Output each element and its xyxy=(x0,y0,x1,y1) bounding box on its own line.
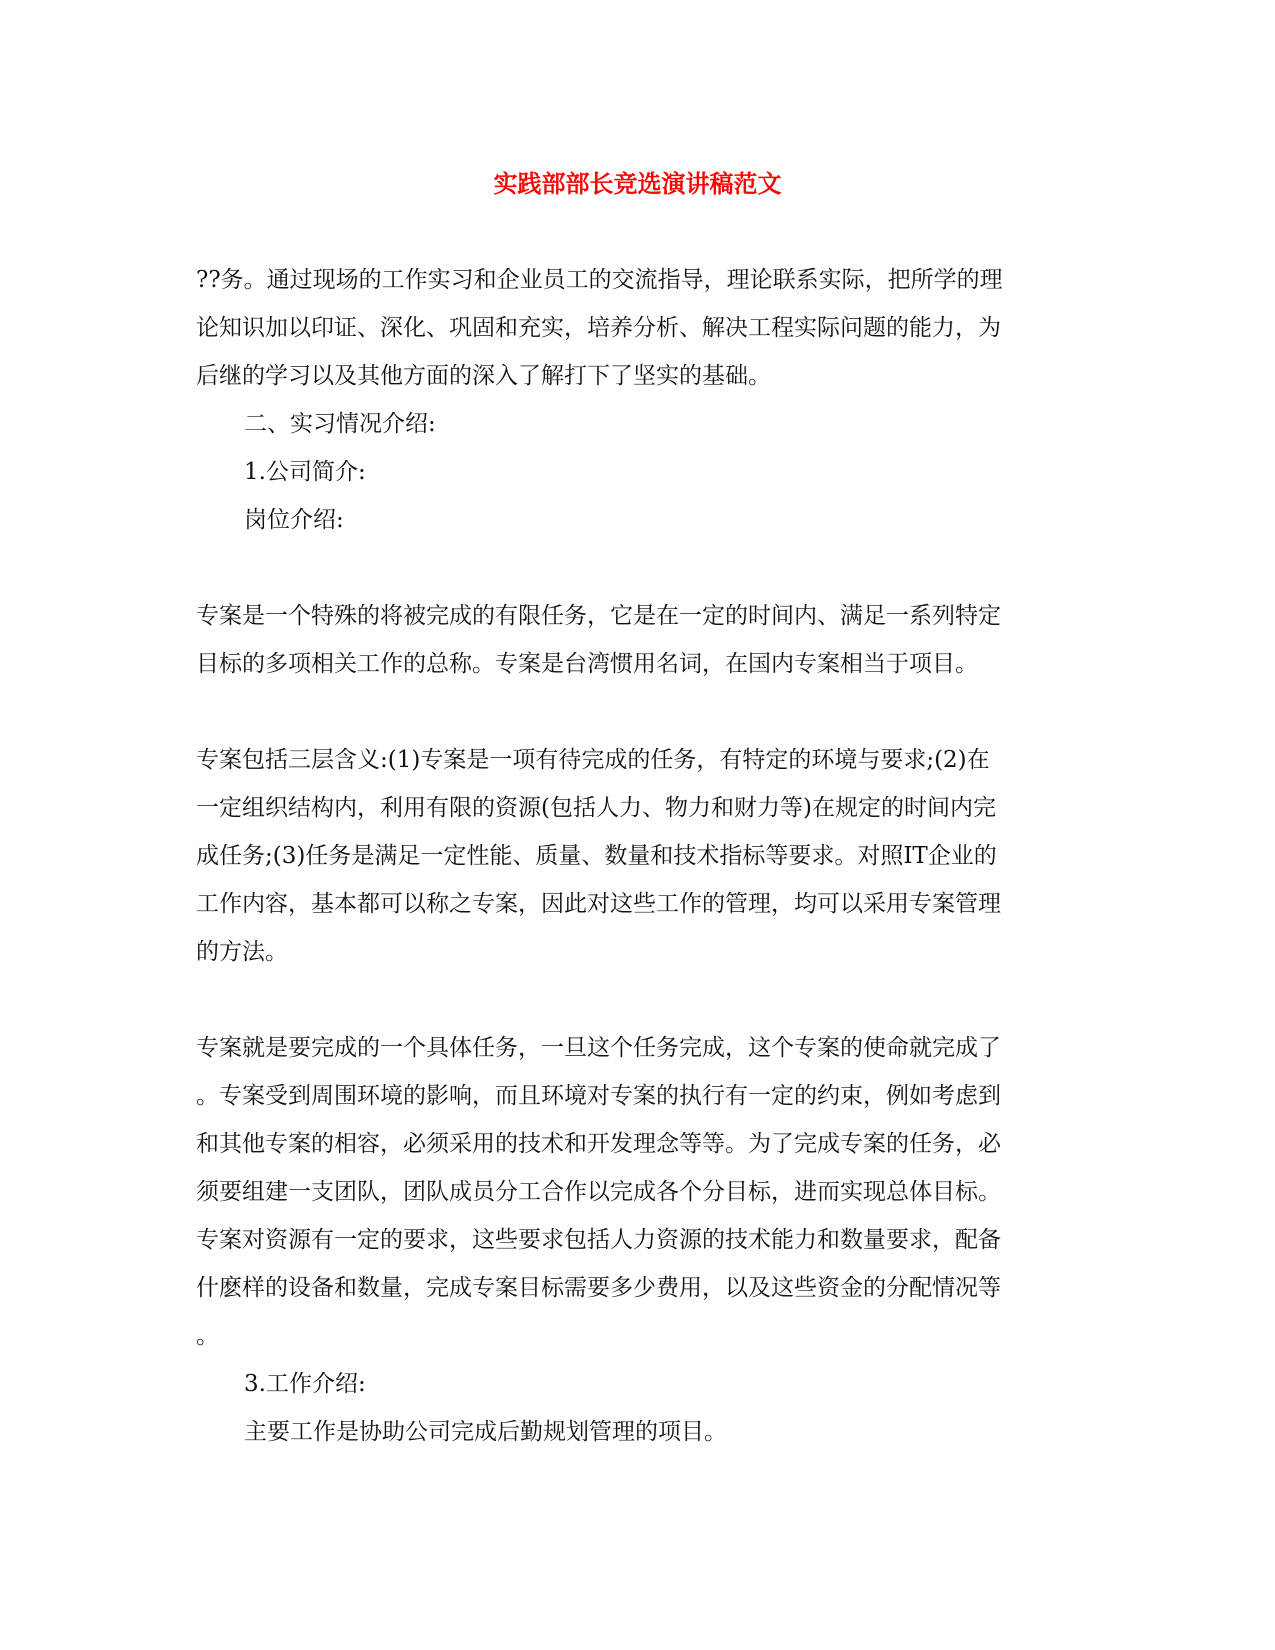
paragraph-line: 什麽样的设备和数量，完成专案目标需要多少费用，以及这些资金的分配情况等 xyxy=(196,1275,1001,1301)
paragraph-line: 专案是一个特殊的将被完成的有限任务，它是在一定的时间内、满足一系列特定 xyxy=(196,603,1001,629)
paragraph-line: 专案对资源有一定的要求，这些要求包括人力资源的技术能力和数量要求，配备 xyxy=(196,1227,1001,1253)
subsection-heading: 3.工作介绍: xyxy=(244,1371,366,1397)
paragraph-line: 专案包括三层含义:(1)专案是一项有待完成的任务，有特定的环境与要求;(2)在 xyxy=(196,747,990,773)
paragraph-line: 一定组织结构内，利用有限的资源(包括人力、物力和财力等)在规定的时间内完 xyxy=(196,795,996,821)
paragraph-line: 。 xyxy=(196,1323,219,1349)
paragraph-line: 目标的多项相关工作的总称。专案是台湾惯用名词，在国内专案相当于项目。 xyxy=(196,651,978,677)
paragraph-line: 后继的学习以及其他方面的深入了解打下了坚实的基础。 xyxy=(196,363,771,389)
paragraph-gap xyxy=(196,544,1076,592)
paragraph-line: 的方法。 xyxy=(196,939,288,965)
subsection-heading: 岗位介绍: xyxy=(244,507,344,533)
paragraph-line: 成任务;(3)任务是满足一定性能、质量、数量和技术指标等要求。对照IT企业的 xyxy=(196,843,997,869)
paragraph-line: 主要工作是协助公司完成后勤规划管理的项目。 xyxy=(244,1419,727,1445)
paragraph-line: 专案就是要完成的一个具体任务，一旦这个任务完成，这个专案的使命就完成了 xyxy=(196,1035,1001,1061)
paragraph-gap xyxy=(196,688,1076,736)
paragraph-line: 论知识加以印证、深化、巩固和充实，培养分析、解决工程实际问题的能力，为 xyxy=(196,315,1001,341)
document-body xyxy=(196,256,1076,1456)
section-heading: 二、实习情况介绍: xyxy=(244,411,436,437)
document-title: 实践部部长竞选演讲稿范文 xyxy=(493,169,782,198)
paragraph-line: 。专案受到周围环境的影响，而且环境对专案的执行有一定的约束，例如考虑到 xyxy=(196,1083,1001,1109)
paragraph-line: 须要组建一支团队，团队成员分工合作以完成各个分目标，进而实现总体目标。 xyxy=(196,1179,1001,1205)
paragraph-line: 和其他专案的相容，必须采用的技术和开发理念等等。为了完成专案的任务，必 xyxy=(196,1131,1001,1157)
paragraph-line: ??务。通过现场的工作实习和企业员工的交流指导，理论联系实际，把所学的理 xyxy=(196,267,1003,293)
subsection-heading: 1.公司简介: xyxy=(244,459,366,485)
paragraph-line: 工作内容，基本都可以称之专案，因此对这些工作的管理，均可以采用专案管理 xyxy=(196,891,1001,917)
paragraph-gap xyxy=(196,976,1076,1024)
